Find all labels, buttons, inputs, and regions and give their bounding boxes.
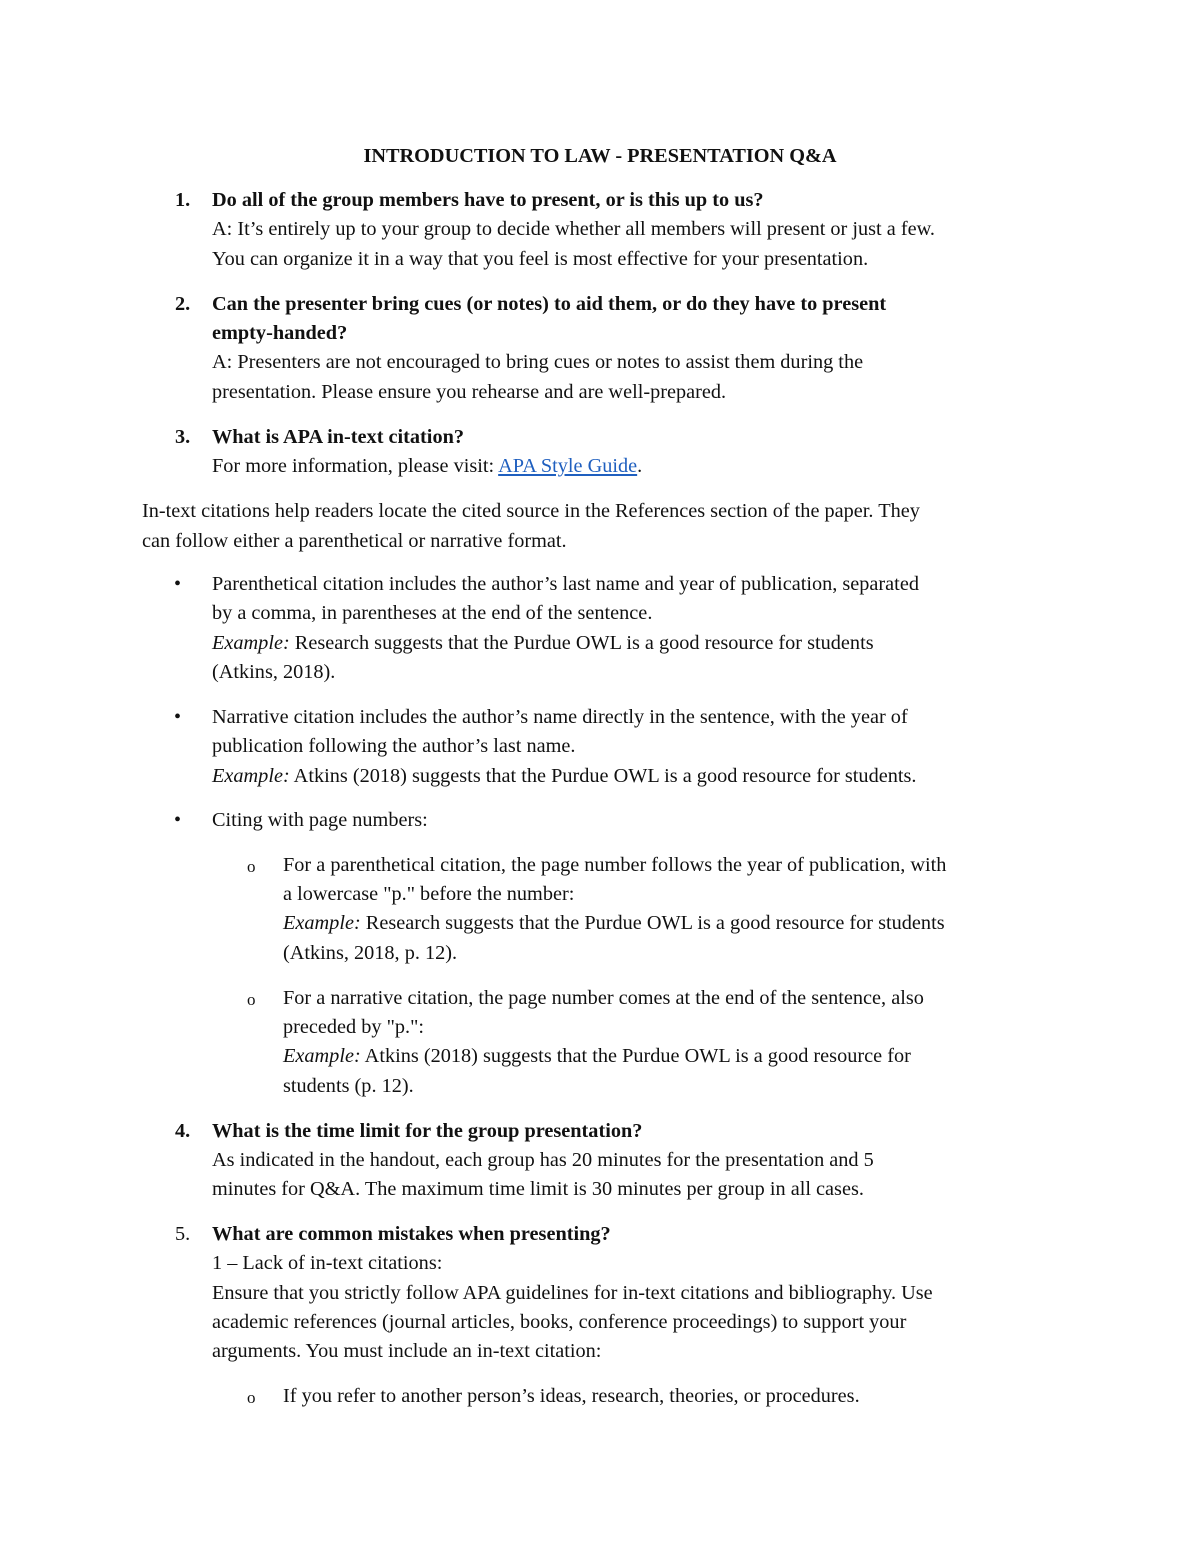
bullet-example-line [212,629,874,659]
example-label: Example: [283,912,361,934]
q5-number: 5. [175,1223,191,1245]
q5-text-line: academic references (journal articles, books, conference proceedings) to support your [212,1311,907,1333]
q5-sub-bullet-text: If you refer to another person’s ideas, research, theories, or procedures. [283,1385,860,1407]
q4-answer-line: minutes for Q&A. The maximum time limit is 30 minutes per group in all cases. [212,1178,864,1200]
sub-bullet-text-line: For a parenthetical citation, the page number follows the year of publication, with [283,854,947,876]
q2-question-line: Can the presenter bring cues (or notes) to aid them, or do they have to present [212,293,887,315]
sub-bullet-example-line: (Atkins, 2018, p. 12). [283,942,458,964]
q4-answer-line: As indicated in the handout, each group has 20 minutes for the presentation and 5 [212,1149,874,1171]
bullet-example-line: (Atkins, 2018). [212,661,336,683]
bullet-text-line: publication following the author’s last name. [212,735,576,757]
example-label: Example: [212,632,290,654]
example-label: Example: [283,1045,361,1067]
sub-bullet-marker: o [247,990,256,1009]
q5-text-line: arguments. You must include an in-text citation: [212,1340,602,1362]
bullet-marker: • [174,573,182,595]
bullet-text-line: Citing with page numbers: [212,809,428,831]
q1-question: Do all of the group members have to present, or is this up to us? [212,189,764,211]
bullet-text-line: Parenthetical citation includes the author’s last name and year of publication, separated [212,573,919,595]
q5-text-line: Ensure that you strictly follow APA guidelines for in-text citations and bibliography. Use [212,1282,933,1304]
q2-answer-line: presentation. Please ensure you rehearse and are well-prepared. [212,381,727,403]
sub-bullet-text-line: preceded by "p.": [283,1016,425,1038]
intro-paragraph-line: In-text citations help readers locate the cited source in the References section of the paper. They [142,500,920,522]
sub-bullet-example-line [283,909,945,939]
bullet-text-line: Narrative citation includes the author’s name directly in the sentence, with the year of [212,706,908,728]
bullet-marker: • [174,706,182,728]
q3-question: What is APA in-text citation? [212,426,464,448]
page-title: INTRODUCTION TO LAW - PRESENTATION Q&A [363,145,837,167]
sub-bullet-marker: o [247,857,256,876]
example-text: Research suggests that the Purdue OWL is a good resource for students [360,912,945,934]
example-text: Atkins (2018) suggests that the Purdue OWL is a good resource for [360,1045,911,1067]
q3-more-info [212,452,642,482]
q5-text-line: 1 – Lack of in-text citations: [212,1252,443,1274]
more-info-prefix: For more information, please visit: [212,455,499,477]
more-info-suffix: . [637,455,643,477]
q2-question-line: empty-handed? [212,322,348,344]
example-label: Example: [212,765,290,787]
example-text: Research suggests that the Purdue OWL is a good resource for students [289,632,874,654]
q1-number: 1. [175,189,191,211]
q1-answer-line: A: It’s entirely up to your group to decide whether all members will present or just a few. [212,218,935,240]
q4-question: What is the time limit for the group presentation? [212,1120,643,1142]
q2-number: 2. [175,293,191,315]
bullet-example-line [212,762,916,792]
sub-bullet-text-line: For a narrative citation, the page number comes at the end of the sentence, also [283,987,924,1009]
q2-answer-line: A: Presenters are not encouraged to bring cues or notes to assist them during the [212,351,864,373]
bullet-text-line: by a comma, in parentheses at the end of the sentence. [212,602,653,624]
sub-bullet-example-line: students (p. 12). [283,1075,414,1097]
q5-question: What are common mistakes when presenting? [212,1223,611,1245]
q4-number: 4. [175,1120,191,1142]
intro-paragraph-line: can follow either a parenthetical or narrative format. [142,530,567,552]
sub-bullet-text-line: a lowercase "p." before the number: [283,883,575,905]
sub-bullet-example-line [283,1042,911,1072]
apa-style-guide-link[interactable]: APA Style Guide [498,455,638,477]
example-text: Atkins (2018) suggests that the Purdue OWL is a good resource for students. [289,765,917,787]
sub-bullet-marker: o [247,1388,256,1407]
q1-answer-line: You can organize it in a way that you feel is most effective for your presentation. [212,248,869,270]
q3-number: 3. [175,426,191,448]
bullet-marker: • [174,809,182,831]
